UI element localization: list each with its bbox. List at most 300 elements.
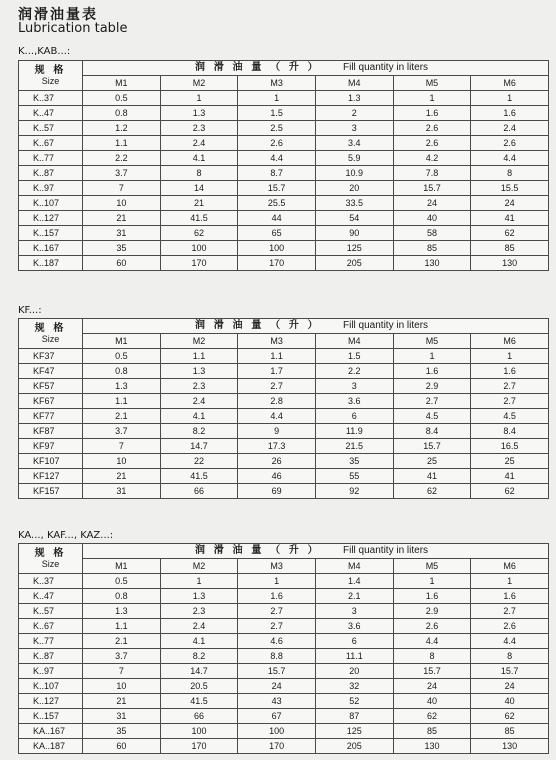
quantity-cell: 0.5 xyxy=(83,91,161,106)
quantity-cell: 41 xyxy=(471,211,549,226)
quantity-cell: 6 xyxy=(315,409,393,424)
table-row xyxy=(19,724,549,739)
quantity-cell: 0.8 xyxy=(83,364,161,379)
size-cell: K..97 xyxy=(19,181,83,196)
quantity-cell: 44 xyxy=(238,211,316,226)
quantity-cell: 40 xyxy=(393,211,471,226)
quantity-cell: 1.6 xyxy=(393,364,471,379)
quantity-cell: 2.6 xyxy=(393,619,471,634)
quantity-cell: 31 xyxy=(83,226,161,241)
quantity-cell: 4.2 xyxy=(393,151,471,166)
quantity-cell: 3.7 xyxy=(83,166,161,181)
quantity-cell: 60 xyxy=(83,739,161,754)
quantity-cell: 1.4 xyxy=(315,574,393,589)
quantity-cell: 170 xyxy=(160,739,238,754)
quantity-cell: 15.5 xyxy=(471,181,549,196)
fill-quantity-header-english: Fill quantity in liters xyxy=(343,320,429,331)
mounting-position-header: M1 xyxy=(83,559,161,574)
size-header-chinese: 规 格 xyxy=(34,547,67,559)
mounting-position-header: M5 xyxy=(393,334,471,349)
quantity-cell: 100 xyxy=(160,724,238,739)
quantity-cell: 4.1 xyxy=(160,151,238,166)
table-row xyxy=(19,664,549,679)
quantity-cell: 1 xyxy=(160,574,238,589)
size-cell: K..107 xyxy=(19,196,83,211)
quantity-cell: 4.6 xyxy=(238,634,316,649)
fill-quantity-header-chinese: 润 滑 油 量 （ 升 ） xyxy=(195,62,321,73)
quantity-cell: 125 xyxy=(315,241,393,256)
size-cell: K..127 xyxy=(19,211,83,226)
quantity-cell: 15.7 xyxy=(393,664,471,679)
mounting-position-header: M3 xyxy=(238,559,316,574)
size-cell: K..157 xyxy=(19,226,83,241)
quantity-cell: 15.7 xyxy=(238,181,316,196)
quantity-cell: 130 xyxy=(471,256,549,271)
table-row xyxy=(19,679,549,694)
size-column-header xyxy=(19,544,83,574)
table-row xyxy=(19,91,549,106)
quantity-cell: 20 xyxy=(315,664,393,679)
header-row xyxy=(19,319,549,334)
quantity-cell: 14.7 xyxy=(160,439,238,454)
size-cell: KF127 xyxy=(19,469,83,484)
quantity-cell: 1.3 xyxy=(315,91,393,106)
quantity-cell: 66 xyxy=(160,709,238,724)
table-row xyxy=(19,589,549,604)
size-cell: K..87 xyxy=(19,649,83,664)
quantity-cell: 35 xyxy=(83,241,161,256)
quantity-cell: 8.2 xyxy=(160,649,238,664)
quantity-cell: 16.5 xyxy=(471,439,549,454)
quantity-cell: 4.4 xyxy=(393,634,471,649)
quantity-cell: 1 xyxy=(393,349,471,364)
quantity-cell: 25 xyxy=(393,454,471,469)
fill-quantity-header xyxy=(83,319,549,334)
mounting-position-header: M5 xyxy=(393,559,471,574)
quantity-cell: 11.1 xyxy=(315,649,393,664)
quantity-cell: 1 xyxy=(238,574,316,589)
size-cell: K..67 xyxy=(19,136,83,151)
quantity-cell: 7 xyxy=(83,664,161,679)
quantity-cell: 1 xyxy=(393,574,471,589)
quantity-cell: 41 xyxy=(393,469,471,484)
mounting-position-header: M2 xyxy=(160,559,238,574)
quantity-cell: 20 xyxy=(315,181,393,196)
quantity-cell: 15.7 xyxy=(393,181,471,196)
quantity-cell: 7 xyxy=(83,439,161,454)
fill-quantity-header-english: Fill quantity in liters xyxy=(343,62,429,73)
quantity-cell: 67 xyxy=(238,709,316,724)
table-row xyxy=(19,454,549,469)
quantity-cell: 170 xyxy=(238,256,316,271)
quantity-cell: 41 xyxy=(471,469,549,484)
fill-quantity-header-english: Fill quantity in liters xyxy=(343,545,429,556)
size-cell: K..47 xyxy=(19,589,83,604)
quantity-cell: 2.9 xyxy=(393,604,471,619)
quantity-cell: 4.4 xyxy=(238,409,316,424)
mounting-position-header: M3 xyxy=(238,76,316,91)
quantity-cell: 21 xyxy=(83,211,161,226)
size-cell: K..57 xyxy=(19,604,83,619)
size-cell: K..187 xyxy=(19,256,83,271)
quantity-cell: 1 xyxy=(238,91,316,106)
mounting-position-header: M3 xyxy=(238,334,316,349)
quantity-cell: 69 xyxy=(238,484,316,499)
quantity-cell: 130 xyxy=(471,739,549,754)
mounting-position-header-row xyxy=(19,559,549,574)
quantity-cell: 1 xyxy=(471,574,549,589)
quantity-cell: 3.7 xyxy=(83,649,161,664)
quantity-cell: 8.2 xyxy=(160,424,238,439)
fill-quantity-header-chinese: 润 滑 油 量 （ 升 ） xyxy=(195,545,321,556)
quantity-cell: 24 xyxy=(471,679,549,694)
table-row xyxy=(19,196,549,211)
mounting-position-header: M4 xyxy=(315,559,393,574)
quantity-cell: 1.6 xyxy=(471,364,549,379)
quantity-cell: 52 xyxy=(315,694,393,709)
quantity-cell: 4.4 xyxy=(238,151,316,166)
quantity-cell: 35 xyxy=(315,454,393,469)
quantity-cell: 4.4 xyxy=(471,151,549,166)
quantity-cell: 14 xyxy=(160,181,238,196)
quantity-cell: 4.4 xyxy=(471,634,549,649)
lubrication-table-ka-kaf-kaz xyxy=(18,543,549,754)
quantity-cell: 33.5 xyxy=(315,196,393,211)
quantity-cell: 2.6 xyxy=(471,136,549,151)
table-caption-ka-kaf-kaz: KA..., KAF..., KAZ...: xyxy=(18,530,114,541)
quantity-cell: 2.2 xyxy=(315,364,393,379)
quantity-cell: 62 xyxy=(471,226,549,241)
quantity-cell: 43 xyxy=(238,694,316,709)
quantity-cell: 2.4 xyxy=(160,619,238,634)
table-row xyxy=(19,379,549,394)
quantity-cell: 3.6 xyxy=(315,394,393,409)
quantity-cell: 3.7 xyxy=(83,424,161,439)
size-header-english: Size xyxy=(41,558,60,569)
quantity-cell: 2.7 xyxy=(238,604,316,619)
quantity-cell: 130 xyxy=(393,739,471,754)
quantity-cell: 2.9 xyxy=(393,379,471,394)
quantity-cell: 85 xyxy=(471,241,549,256)
quantity-cell: 1.6 xyxy=(393,589,471,604)
quantity-cell: 1.3 xyxy=(160,589,238,604)
quantity-cell: 62 xyxy=(160,226,238,241)
size-column-header xyxy=(19,319,83,349)
quantity-cell: 2.3 xyxy=(160,379,238,394)
quantity-cell: 62 xyxy=(393,709,471,724)
size-cell: K..37 xyxy=(19,574,83,589)
quantity-cell: 2.1 xyxy=(83,409,161,424)
quantity-cell: 25.5 xyxy=(238,196,316,211)
quantity-cell: 0.5 xyxy=(83,574,161,589)
quantity-cell: 2.6 xyxy=(471,619,549,634)
mounting-position-header-row xyxy=(19,334,549,349)
quantity-cell: 41.5 xyxy=(160,211,238,226)
quantity-cell: 0.5 xyxy=(83,349,161,364)
size-header-chinese: 规 格 xyxy=(34,322,67,334)
size-cell: K..67 xyxy=(19,619,83,634)
quantity-cell: 2.2 xyxy=(83,151,161,166)
table-row xyxy=(19,106,549,121)
quantity-cell: 1.1 xyxy=(238,349,316,364)
size-cell: K..87 xyxy=(19,166,83,181)
quantity-cell: 1.7 xyxy=(238,364,316,379)
quantity-cell: 4.5 xyxy=(471,409,549,424)
quantity-cell: 2.6 xyxy=(393,121,471,136)
quantity-cell: 85 xyxy=(393,241,471,256)
page-title-chinese: 润滑油量表 xyxy=(18,7,98,23)
mounting-position-header-row xyxy=(19,76,549,91)
size-cell: KF87 xyxy=(19,424,83,439)
quantity-cell: 8.4 xyxy=(393,424,471,439)
table-row xyxy=(19,241,549,256)
quantity-cell: 2.7 xyxy=(393,394,471,409)
quantity-cell: 2.1 xyxy=(315,589,393,604)
quantity-cell: 1.1 xyxy=(160,349,238,364)
quantity-cell: 1.6 xyxy=(471,106,549,121)
quantity-cell: 21 xyxy=(83,469,161,484)
quantity-cell: 2.5 xyxy=(238,121,316,136)
size-cell: KF37 xyxy=(19,349,83,364)
quantity-cell: 4.5 xyxy=(393,409,471,424)
quantity-cell: 10 xyxy=(83,196,161,211)
page-title-english: Lubrication table xyxy=(18,21,128,36)
quantity-cell: 1.3 xyxy=(83,379,161,394)
quantity-cell: 40 xyxy=(471,694,549,709)
quantity-cell: 6 xyxy=(315,634,393,649)
quantity-cell: 11.9 xyxy=(315,424,393,439)
size-cell: K..97 xyxy=(19,664,83,679)
quantity-cell: 1 xyxy=(471,91,549,106)
quantity-cell: 40 xyxy=(393,694,471,709)
quantity-cell: 58 xyxy=(393,226,471,241)
table-row xyxy=(19,739,549,754)
quantity-cell: 2.7 xyxy=(238,619,316,634)
mounting-position-header: M2 xyxy=(160,334,238,349)
quantity-cell: 35 xyxy=(83,724,161,739)
quantity-cell: 21 xyxy=(160,196,238,211)
quantity-cell: 41.5 xyxy=(160,694,238,709)
quantity-cell: 8.4 xyxy=(471,424,549,439)
quantity-cell: 1.6 xyxy=(238,589,316,604)
size-cell: KF77 xyxy=(19,409,83,424)
quantity-cell: 24 xyxy=(238,679,316,694)
quantity-cell: 2.4 xyxy=(471,121,549,136)
quantity-cell: 62 xyxy=(393,484,471,499)
quantity-cell: 54 xyxy=(315,211,393,226)
quantity-cell: 100 xyxy=(238,241,316,256)
quantity-cell: 4.1 xyxy=(160,634,238,649)
quantity-cell: 9 xyxy=(238,424,316,439)
size-cell: K..57 xyxy=(19,121,83,136)
quantity-cell: 10 xyxy=(83,454,161,469)
table-row xyxy=(19,439,549,454)
quantity-cell: 1.5 xyxy=(238,106,316,121)
quantity-cell: 3 xyxy=(315,121,393,136)
quantity-cell: 22 xyxy=(160,454,238,469)
size-header-chinese: 规 格 xyxy=(34,64,67,76)
quantity-cell: 0.8 xyxy=(83,589,161,604)
quantity-cell: 205 xyxy=(315,256,393,271)
quantity-cell: 55 xyxy=(315,469,393,484)
size-header-english: Size xyxy=(41,333,60,344)
table-caption-k-kab: K...,KAB...: xyxy=(18,46,71,57)
quantity-cell: 1 xyxy=(393,91,471,106)
quantity-cell: 21 xyxy=(83,694,161,709)
table-row xyxy=(19,181,549,196)
table-row xyxy=(19,694,549,709)
quantity-cell: 2.4 xyxy=(160,394,238,409)
quantity-cell: 60 xyxy=(83,256,161,271)
size-cell: KA..167 xyxy=(19,724,83,739)
lubrication-table-k-kab xyxy=(18,60,549,271)
quantity-cell: 3 xyxy=(315,604,393,619)
mounting-position-header: M1 xyxy=(83,334,161,349)
quantity-cell: 20.5 xyxy=(160,679,238,694)
quantity-cell: 100 xyxy=(160,241,238,256)
quantity-cell: 31 xyxy=(83,709,161,724)
quantity-cell: 92 xyxy=(315,484,393,499)
quantity-cell: 21.5 xyxy=(315,439,393,454)
table-row xyxy=(19,709,549,724)
quantity-cell: 125 xyxy=(315,724,393,739)
mounting-position-header: M5 xyxy=(393,76,471,91)
quantity-cell: 14.7 xyxy=(160,664,238,679)
quantity-cell: 17.3 xyxy=(238,439,316,454)
size-cell: KF97 xyxy=(19,439,83,454)
size-header-english: Size xyxy=(41,75,60,86)
quantity-cell: 1 xyxy=(471,349,549,364)
quantity-cell: 25 xyxy=(471,454,549,469)
quantity-cell: 8.7 xyxy=(238,166,316,181)
table-row xyxy=(19,409,549,424)
quantity-cell: 41.5 xyxy=(160,469,238,484)
quantity-cell: 15.7 xyxy=(238,664,316,679)
table-row xyxy=(19,211,549,226)
table-row xyxy=(19,151,549,166)
quantity-cell: 170 xyxy=(238,739,316,754)
size-column-header xyxy=(19,61,83,91)
header-row xyxy=(19,544,549,559)
mounting-position-header: M4 xyxy=(315,334,393,349)
size-cell: K..37 xyxy=(19,91,83,106)
size-cell: KA..187 xyxy=(19,739,83,754)
quantity-cell: 2.6 xyxy=(238,136,316,151)
quantity-cell: 1.3 xyxy=(160,106,238,121)
size-cell: KF157 xyxy=(19,484,83,499)
quantity-cell: 8 xyxy=(471,649,549,664)
quantity-cell: 62 xyxy=(471,709,549,724)
quantity-cell: 2.1 xyxy=(83,634,161,649)
size-cell: KF47 xyxy=(19,364,83,379)
size-cell: KF107 xyxy=(19,454,83,469)
mounting-position-header: M4 xyxy=(315,76,393,91)
quantity-cell: 1.1 xyxy=(83,619,161,634)
quantity-cell: 1.5 xyxy=(315,349,393,364)
mounting-position-header: M6 xyxy=(471,559,549,574)
quantity-cell: 10 xyxy=(83,679,161,694)
quantity-cell: 2.6 xyxy=(393,136,471,151)
header-row xyxy=(19,61,549,76)
quantity-cell: 2.7 xyxy=(471,379,549,394)
size-cell: K..77 xyxy=(19,634,83,649)
quantity-cell: 1.3 xyxy=(160,364,238,379)
table-row xyxy=(19,604,549,619)
quantity-cell: 3 xyxy=(315,379,393,394)
size-cell: K..167 xyxy=(19,241,83,256)
table-row xyxy=(19,424,549,439)
size-cell: K..127 xyxy=(19,694,83,709)
quantity-cell: 1.3 xyxy=(83,604,161,619)
table-row xyxy=(19,394,549,409)
quantity-cell: 87 xyxy=(315,709,393,724)
fill-quantity-header xyxy=(83,544,549,559)
size-cell: K..47 xyxy=(19,106,83,121)
lubrication-table-kf xyxy=(18,318,549,499)
table-row xyxy=(19,226,549,241)
quantity-cell: 1 xyxy=(160,91,238,106)
mounting-position-header: M6 xyxy=(471,76,549,91)
quantity-cell: 2.7 xyxy=(238,379,316,394)
quantity-cell: 2.8 xyxy=(238,394,316,409)
table-row xyxy=(19,364,549,379)
quantity-cell: 90 xyxy=(315,226,393,241)
quantity-cell: 31 xyxy=(83,484,161,499)
quantity-cell: 2.7 xyxy=(471,604,549,619)
table-row xyxy=(19,136,549,151)
quantity-cell: 7.8 xyxy=(393,166,471,181)
quantity-cell: 205 xyxy=(315,739,393,754)
quantity-cell: 0.8 xyxy=(83,106,161,121)
quantity-cell: 2.4 xyxy=(160,136,238,151)
quantity-cell: 8 xyxy=(160,166,238,181)
quantity-cell: 5.9 xyxy=(315,151,393,166)
quantity-cell: 10.9 xyxy=(315,166,393,181)
mounting-position-header: M2 xyxy=(160,76,238,91)
table-row xyxy=(19,349,549,364)
fill-quantity-header xyxy=(83,61,549,76)
quantity-cell: 1.6 xyxy=(393,106,471,121)
table-row xyxy=(19,484,549,499)
size-cell: K..157 xyxy=(19,709,83,724)
quantity-cell: 15.7 xyxy=(393,439,471,454)
mounting-position-header: M1 xyxy=(83,76,161,91)
quantity-cell: 8.8 xyxy=(238,649,316,664)
size-cell: KF57 xyxy=(19,379,83,394)
table-row xyxy=(19,649,549,664)
table-row xyxy=(19,619,549,634)
quantity-cell: 2.3 xyxy=(160,604,238,619)
quantity-cell: 2.3 xyxy=(160,121,238,136)
size-cell: KF67 xyxy=(19,394,83,409)
quantity-cell: 32 xyxy=(315,679,393,694)
quantity-cell: 1.1 xyxy=(83,136,161,151)
table-row xyxy=(19,166,549,181)
table-caption-kf: KF...: xyxy=(18,305,42,316)
quantity-cell: 1.6 xyxy=(471,589,549,604)
quantity-cell: 4.1 xyxy=(160,409,238,424)
quantity-cell: 2 xyxy=(315,106,393,121)
table-row xyxy=(19,574,549,589)
fill-quantity-header-chinese: 润 滑 油 量 （ 升 ） xyxy=(195,320,321,331)
quantity-cell: 85 xyxy=(393,724,471,739)
quantity-cell: 2.7 xyxy=(471,394,549,409)
quantity-cell: 46 xyxy=(238,469,316,484)
quantity-cell: 8 xyxy=(471,166,549,181)
quantity-cell: 85 xyxy=(471,724,549,739)
quantity-cell: 65 xyxy=(238,226,316,241)
quantity-cell: 24 xyxy=(393,196,471,211)
